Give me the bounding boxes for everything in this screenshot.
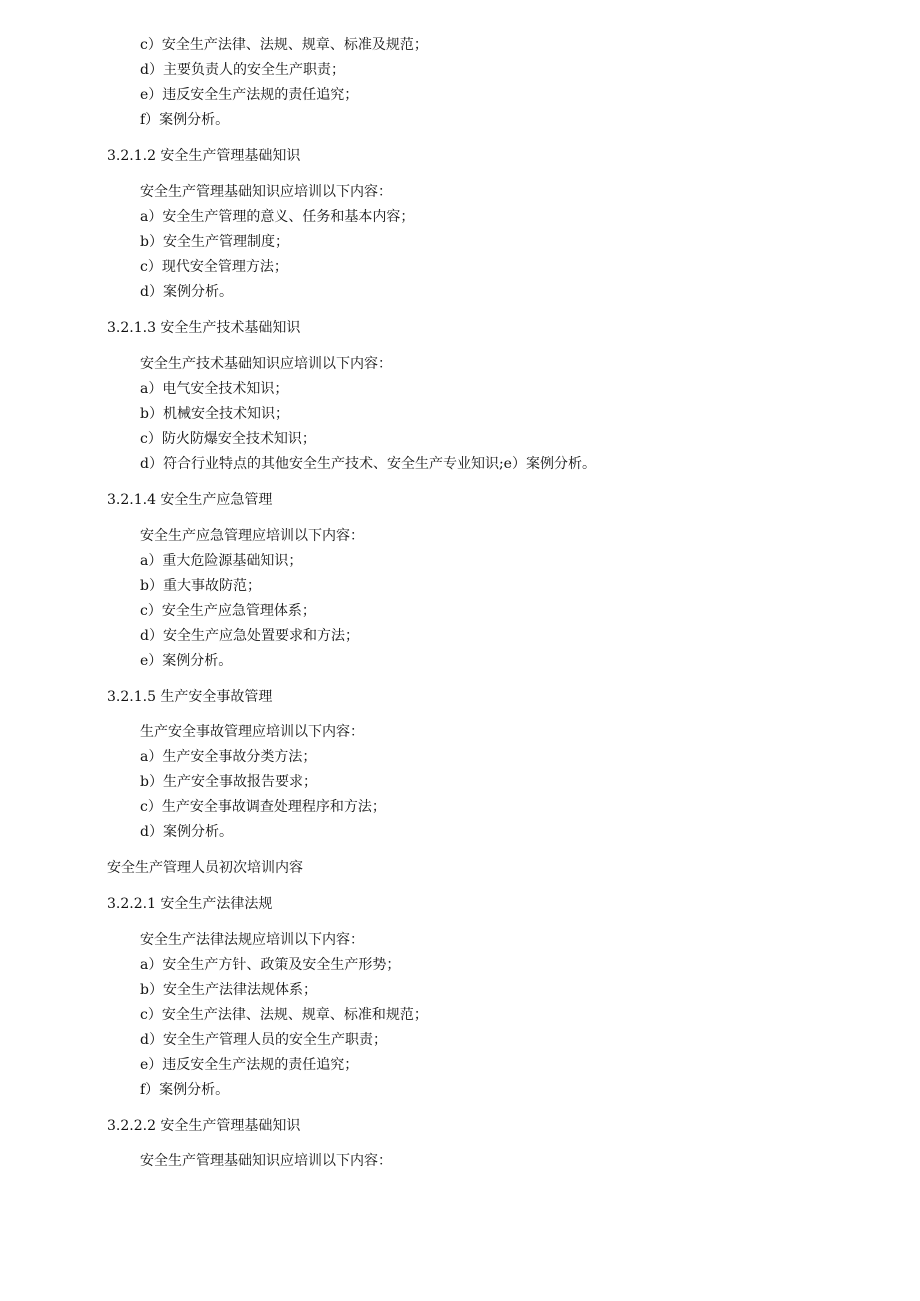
intro-paragraph: 安全生产应急管理应培训以下内容：	[140, 528, 364, 544]
list-item: a）重大危险源基础知识；	[140, 553, 303, 569]
section-heading: 3.2.2.1 安全生产法律法规	[107, 896, 273, 912]
list-item: c）安全生产应急管理体系；	[140, 603, 316, 619]
intro-paragraph: 安全生产管理基础知识应培训以下内容：	[140, 1153, 392, 1169]
section-heading: 3.2.1.2 安全生产管理基础知识	[107, 148, 301, 164]
list-item: c）防火防爆安全技术知识；	[140, 431, 316, 447]
subsection-title: 安全生产管理人员初次培训内容	[107, 860, 303, 876]
list-item: b）重大事故防范；	[140, 578, 261, 594]
list-item: e）违反安全生产法规的责任追究；	[140, 1057, 359, 1073]
list-item: b）安全生产法律法规体系；	[140, 982, 317, 998]
list-item: c）安全生产法律、法规、规章、标准和规范；	[140, 1007, 428, 1023]
list-item: a）电气安全技术知识；	[140, 381, 289, 397]
list-item: d）符合行业特点的其他安全生产技术、安全生产专业知识;e）案例分析。	[140, 456, 596, 472]
section-heading: 3.2.1.4 安全生产应急管理	[107, 492, 273, 508]
intro-paragraph: 安全生产法律法规应培训以下内容：	[140, 932, 364, 948]
list-item: b）机械安全技术知识；	[140, 406, 289, 422]
list-item: b）安全生产管理制度；	[140, 234, 289, 250]
list-item: d）案例分析。	[140, 824, 233, 840]
list-item: d）案例分析。	[140, 284, 233, 300]
list-item: b）生产安全事故报告要求；	[140, 774, 317, 790]
section-heading: 3.2.2.2 安全生产管理基础知识	[107, 1118, 301, 1134]
list-item: a）生产安全事故分类方法；	[140, 749, 317, 765]
list-item: d）主要负责人的安全生产职责；	[140, 62, 345, 78]
list-item: a）安全生产方针、政策及安全生产形势；	[140, 957, 401, 973]
list-item: c）生产安全事故调查处理程序和方法；	[140, 799, 386, 815]
list-item: d）安全生产应急处置要求和方法；	[140, 628, 359, 644]
section-heading: 3.2.1.3 安全生产技术基础知识	[107, 320, 301, 336]
intro-paragraph: 生产安全事故管理应培训以下内容：	[140, 724, 364, 740]
list-item: e）违反安全生产法规的责任追究；	[140, 87, 359, 103]
intro-paragraph: 安全生产管理基础知识应培训以下内容：	[140, 184, 392, 200]
list-item: d）安全生产管理人员的安全生产职责；	[140, 1032, 387, 1048]
section-heading: 3.2.1.5 生产安全事故管理	[107, 689, 273, 705]
intro-paragraph: 安全生产技术基础知识应培训以下内容：	[140, 356, 392, 372]
list-item: c）现代安全管理方法；	[140, 259, 288, 275]
list-item: a）安全生产管理的意义、任务和基本内容；	[140, 209, 415, 225]
list-item: f）案例分析。	[140, 112, 230, 128]
list-item: f）案例分析。	[140, 1082, 230, 1098]
list-item: e）案例分析。	[140, 653, 233, 669]
list-item: c）安全生产法律、法规、规章、标准及规范；	[140, 37, 428, 53]
